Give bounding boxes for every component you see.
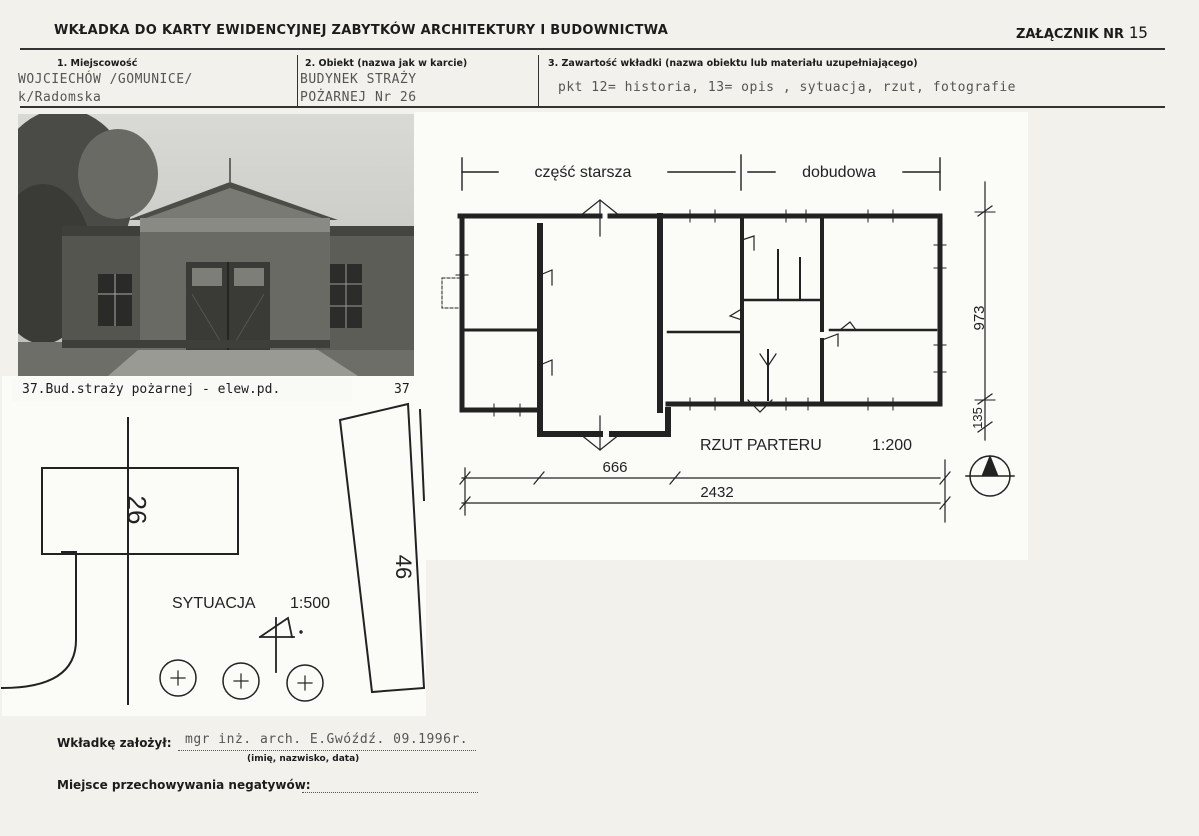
- extension-label: dobudowa: [802, 164, 876, 181]
- location-line2: k/Radomska: [18, 90, 102, 105]
- author-value: mgr inż. arch. E.Gwóźdź. 09.1996r.: [185, 732, 469, 747]
- storage-label: Miejsce przechowywania negatywów:: [57, 778, 311, 792]
- floor-plan-title: RZUT PARTERU: [700, 437, 822, 454]
- photo-caption: 37.Bud.straży pożarnej - elew.pd.: [12, 378, 352, 402]
- content-label: 3. Zawartość wkładki (nazwa obiektu lub materiału uzupełniającego): [548, 58, 918, 69]
- attachment-number-value: 15: [1128, 23, 1148, 42]
- dimension-666: 666: [602, 459, 628, 476]
- location-line1: WOJCIECHÓW /GOMUNICE/: [18, 72, 193, 87]
- building-46-label: 46: [391, 554, 416, 580]
- older-part-label: część starsza: [534, 164, 632, 181]
- author-label: Wkładkę założył:: [57, 736, 172, 750]
- dimension-135: 135: [970, 407, 985, 429]
- dimension-973: 973: [971, 305, 988, 331]
- object-label: 2. Obiekt (nazwa jak w karcie): [305, 58, 468, 69]
- author-dotted-line: [178, 750, 476, 751]
- location-label: 1. Miejscowość: [57, 58, 138, 69]
- photo-number: 37: [394, 382, 410, 397]
- object-line2: POŻARNEJ Nr 26: [300, 90, 417, 105]
- storage-dotted-line: [302, 792, 478, 793]
- document-title: WKŁADKA DO KARTY EWIDENCYJNEJ ZABYTKÓW ARCHITEKTURY I BUDOWNICTWA: [54, 23, 669, 38]
- content-value: pkt 12= historia, 13= opis , sytuacja, rzut, fotografie: [558, 80, 1016, 95]
- site-plan-scale: 1:500: [290, 595, 331, 612]
- dimension-2432: 2432: [700, 484, 734, 501]
- floor-plan-scale: 1:200: [872, 437, 913, 454]
- object-line1: BUDYNEK STRAŻY: [300, 72, 417, 87]
- building-26-label: 26: [122, 495, 152, 525]
- attachment-label: ZAŁĄCZNIK NR: [1016, 27, 1125, 42]
- author-note: (imię, nazwisko, data): [247, 754, 360, 764]
- site-plan-title: SYTUACJA: [172, 595, 256, 612]
